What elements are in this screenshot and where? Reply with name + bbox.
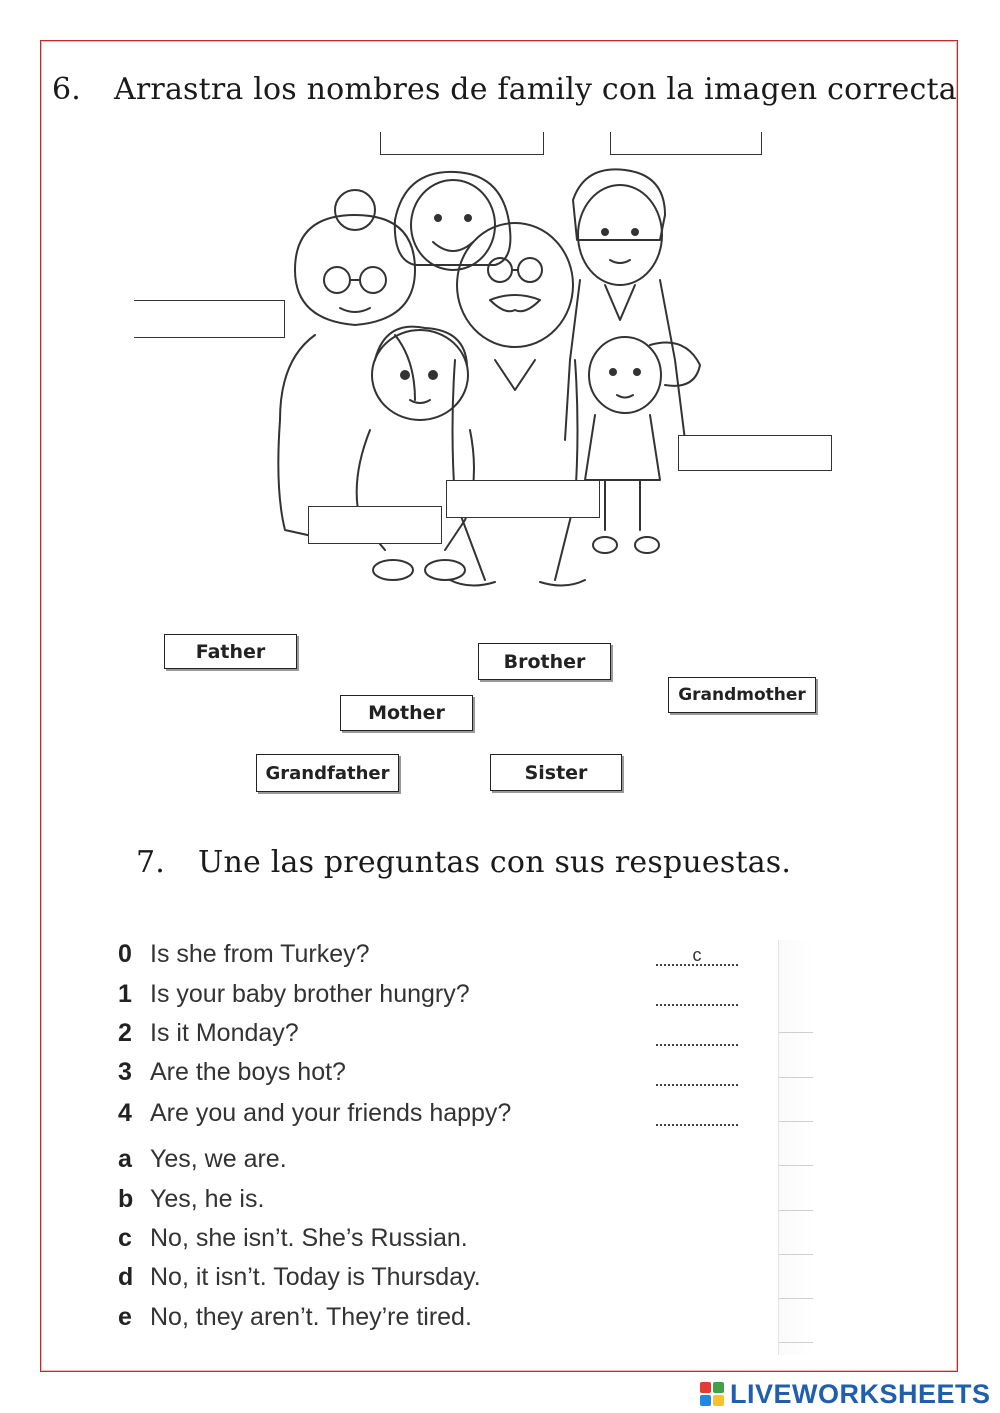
answer-row (118, 1303, 472, 1332)
answer-text: No, she isn’t. She’s Russian. (150, 1224, 468, 1252)
drop-box-right[interactable] (678, 435, 832, 471)
father-figure (565, 169, 685, 440)
exercise-6-heading (52, 72, 957, 107)
strip-tick (779, 1342, 813, 1343)
question-key: 2 (118, 1019, 132, 1047)
exercise-6-number: 6. (52, 72, 82, 107)
liveworksheets-logo (700, 1378, 991, 1410)
grandmother-figure (278, 190, 415, 540)
answer-field-3[interactable] (656, 1066, 738, 1086)
drop-box-top-right[interactable] (610, 132, 762, 155)
word-card-grandmother[interactable]: Grandmother (668, 677, 816, 713)
strip-tick (779, 1077, 813, 1078)
question-text: Is it Monday? (150, 1019, 299, 1047)
strip-tick (779, 1254, 813, 1255)
question-key: 1 (118, 980, 132, 1008)
answer-field-2[interactable] (656, 1026, 738, 1046)
answer-key: e (118, 1303, 132, 1331)
mother-figure (395, 172, 511, 270)
question-row (118, 940, 370, 969)
question-text: Is she from Turkey? (150, 940, 370, 968)
answer-key: b (118, 1185, 134, 1213)
logo-grid-icon (700, 1382, 724, 1406)
exercise-7-instruction: Une las preguntas con sus respuestas. (198, 845, 792, 880)
word-card-father[interactable]: Father (164, 634, 297, 669)
question-row (118, 1019, 299, 1048)
strip-tick (779, 1121, 813, 1122)
question-key: 3 (118, 1058, 132, 1086)
answer-row (118, 1224, 468, 1253)
answer-text: Yes, he is. (150, 1185, 265, 1213)
question-text: Are you and your friends happy? (150, 1099, 512, 1127)
word-card-grandfather[interactable]: Grandfather (256, 754, 399, 792)
question-key: 4 (118, 1099, 132, 1127)
answer-field-0: c (656, 946, 738, 966)
answer-text: No, it isn’t. Today is Thursday. (150, 1263, 481, 1291)
question-row (118, 1099, 511, 1128)
question-row (118, 980, 470, 1009)
strip-tick (779, 1165, 813, 1166)
strip-tick (779, 1210, 813, 1211)
exercise-7-heading (136, 845, 791, 880)
word-card-mother[interactable]: Mother (340, 695, 473, 731)
drop-box-bottom-left[interactable] (308, 506, 442, 544)
logo-text: LIVEWORKSHEETS (730, 1378, 991, 1409)
question-row (118, 1058, 346, 1087)
answer-text: Yes, we are. (150, 1145, 287, 1173)
answer-key: d (118, 1263, 134, 1291)
right-margin-strip (778, 940, 813, 1355)
answer-row (118, 1263, 481, 1292)
exercise-6-instruction: Arrastra los nombres de family con la imagen correcta (114, 72, 957, 107)
word-card-sister[interactable]: Sister (490, 754, 622, 791)
grandfather-figure (450, 223, 585, 586)
answer-field-4[interactable] (656, 1106, 738, 1126)
exercise-7-number: 7. (136, 845, 166, 880)
question-key: 0 (118, 940, 132, 968)
answer-key: c (118, 1224, 132, 1252)
answer-key: a (118, 1145, 132, 1173)
answer-row (118, 1185, 264, 1214)
strip-tick (779, 1298, 813, 1299)
answer-text: No, they aren’t. They’re tired. (150, 1303, 472, 1331)
answer-field-1[interactable] (656, 986, 738, 1006)
drop-box-top-left[interactable] (380, 132, 544, 155)
question-text: Is your baby brother hungry? (150, 980, 470, 1008)
strip-tick (779, 1032, 813, 1033)
answer-row (118, 1145, 287, 1174)
question-text: Are the boys hot? (150, 1058, 346, 1086)
drop-box-left[interactable] (134, 300, 285, 338)
drop-box-center[interactable] (446, 480, 600, 518)
word-card-brother[interactable]: Brother (478, 643, 611, 680)
